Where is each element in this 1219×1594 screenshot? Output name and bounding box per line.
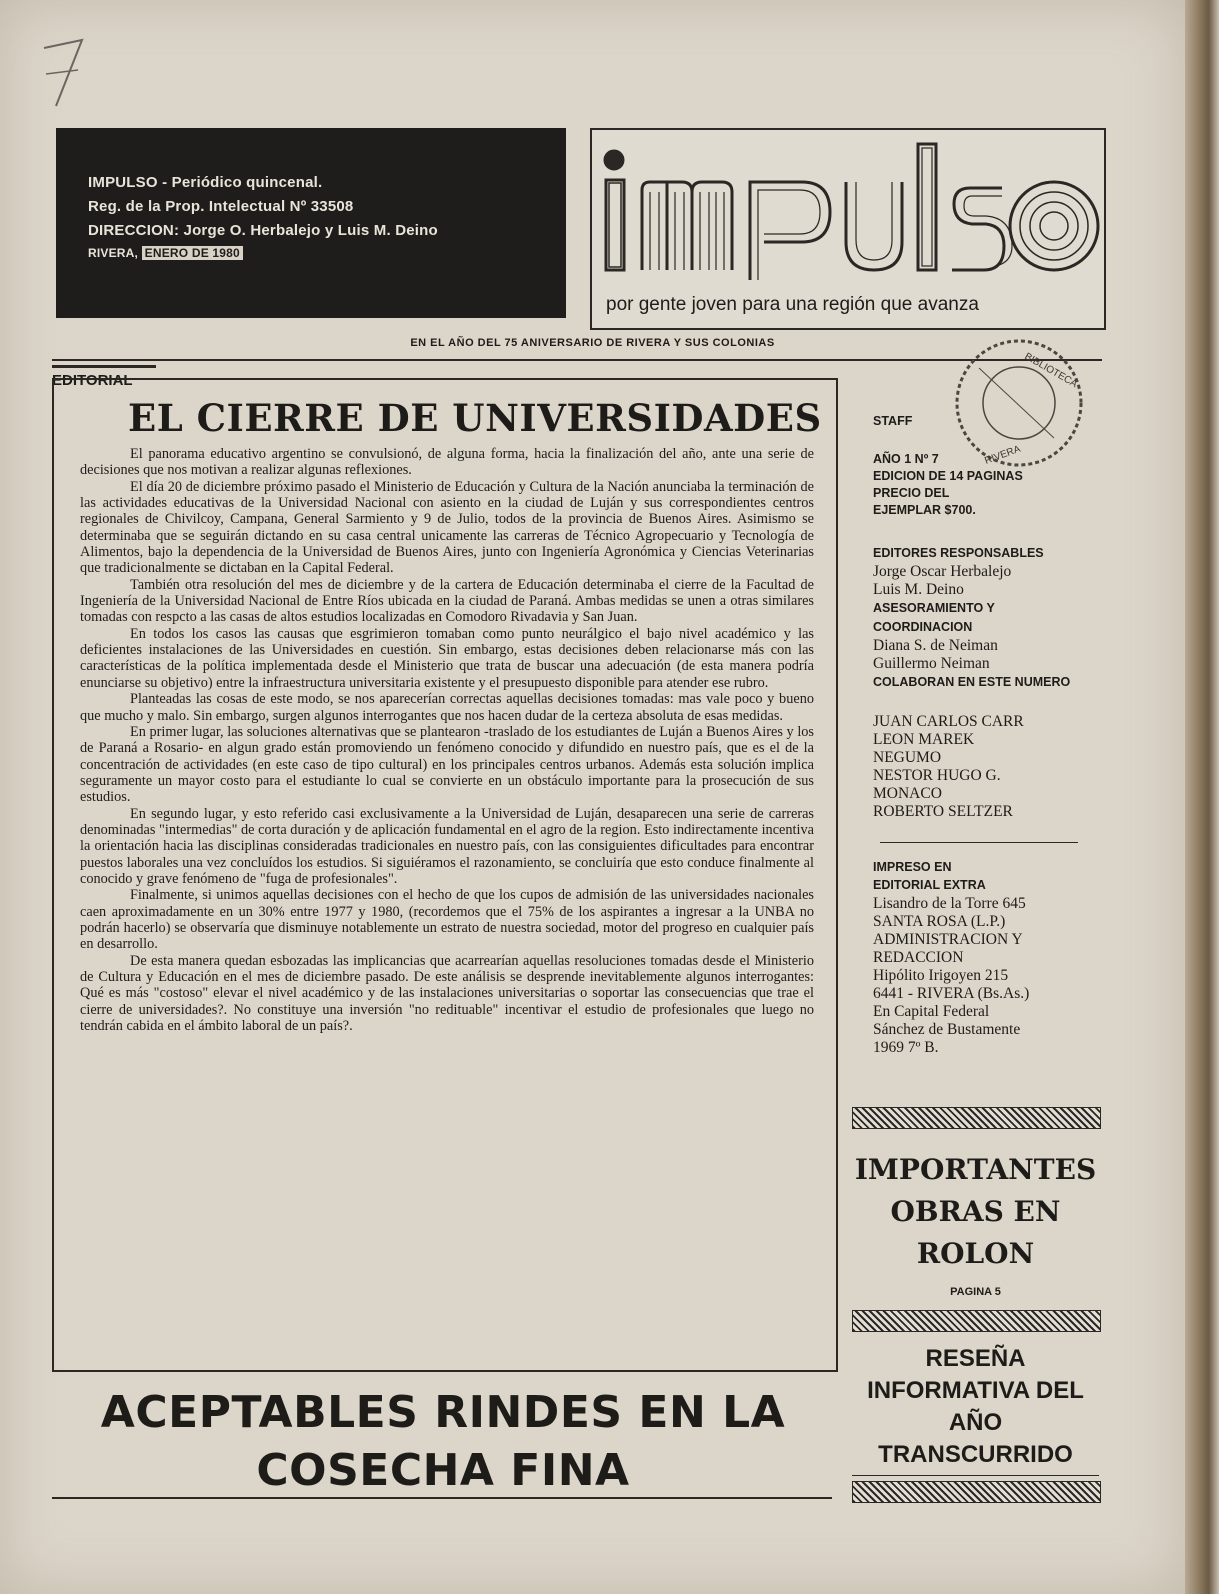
printer-line: SANTA ROSA (L.P.) xyxy=(873,913,1006,930)
printer-line: Hipólito Irigoyen 215 xyxy=(873,967,1009,984)
masthead-line-2: Reg. de la Prop. Intelectual Nº 33508 xyxy=(88,198,354,215)
editor-name: Jorge Oscar Herbalejo xyxy=(873,563,1012,580)
collab-label: COLABORAN EN ESTE NUMERO xyxy=(873,675,1071,689)
staff-divider xyxy=(880,842,1078,843)
library-stamp xyxy=(944,328,1094,478)
paragraph: El día 20 de diciembre próximo pasado el Ministerio de Educación y Cultura de la Nación anunciaba la terminación de las actividades educativas de la Universidad Nacional con asiento en la ciudad de Luján y sus correspondientes centros regionales de Chivilcoy, Campana, General Sarmiento y 9 de Julio, todos de la provincia de Buenos Aires. Asimismo se determinaba que se seguirán dictando en su casa central unicamente las carreras de Técnico Agropecuario y Tecnología de Alimentos, bajo la dependencia de la Universidad de Buenos Aires, junto con Ingeniería Agronómica y Ciencias Veterinarias que tradicionalmente se dictaban en la Capital Federal. xyxy=(80,478,814,577)
price-value: EJEMPLAR $700. xyxy=(873,503,976,517)
paragraph: De esta manera quedan esbozadas las implicancias que acarrearían aquellas resoluciones tomadas desde el Ministerio de Cultura y Educación en el mes de diciembre pasado. De este análisis se desprende inevitablemente algunos interrogantes: Qué es más "costoso" elevar el nivel académico y de las instalaciones universitarias o soportar las consecuencias que trae el cierre de universidades?. No constituye una inversión "no redituable" incentivar el estudio de profesionales que luego no tendrán cabida en el ámbito laboral de un país?. xyxy=(80,952,814,1035)
paragraph: En todos los casos las causas que esgrimieron tomaban como punto neurálgico el bajo nivel académico y las deficientes instalaciones de las Universidades en cuestión. Sin embargo, estas decisiones deben relacionarse más con las características de la política implementada desde el Ministerio que trata de buscar una adecuación (de esta manera podría enunciarse su objetivo) entre la infraestructura universitaria existente y el presupuesto disponible para atender ese rubro. xyxy=(80,625,814,691)
handwritten-page-number xyxy=(38,30,98,110)
promo-page-ref: PAGINA 5 xyxy=(950,1286,1001,1298)
collaborator: LEON MAREK xyxy=(873,731,975,748)
dateline-place: RIVERA, xyxy=(88,246,139,260)
hatch-divider xyxy=(852,1481,1101,1503)
paragraph: Planteadas las cosas de este modo, se nos aparecerían correctas aquellas decisiones tomadas: mas vale poco y bueno que mucho y malo. Sin embargo, surgen algunos interrogantes que nos hacen dudar de la certeza absoluta de esas medidas. xyxy=(80,691,814,724)
printed-label: IMPRESO EN xyxy=(873,860,952,874)
promo-rule xyxy=(852,1475,1099,1476)
advisor-name: Diana S. de Neiman xyxy=(873,637,998,654)
printer-line: Sánchez de Bustamente xyxy=(873,1021,1021,1038)
issue-pages: EDICION DE 14 PAGINAS xyxy=(873,469,1023,483)
masthead-line-1: IMPULSO - Periódico quincenal. xyxy=(88,174,323,191)
slogan: por gente joven para una región que avanza xyxy=(606,294,979,315)
printer-line: Lisandro de la Torre 645 xyxy=(873,895,1026,912)
collaborator: ROBERTO SELTZER xyxy=(873,803,1013,820)
advice-label: COORDINACION xyxy=(873,620,973,634)
promo-rolon-line: IMPORTANTES xyxy=(854,1153,1097,1186)
promo-rolon-line: OBRAS EN xyxy=(890,1195,1061,1228)
hatch-divider xyxy=(852,1310,1101,1332)
dateline-date: ENERO DE 1980 xyxy=(142,246,243,260)
masthead-dateline xyxy=(88,246,243,260)
collaborator: JUAN CARLOS CARR xyxy=(873,713,1024,730)
paragraph: También otra resolución del mes de diciembre y de la cartera de Educación determinaba el cierre de la Facultad de Ingeniería de la Universidad Nacional de Entre Ríos ubicada en la ciudad de Paraná. Ambas medidas se unen a otras similares tomadas con respcto a las casas de altos estudios localizadas en Comodoro Rivadavia y San Juan. xyxy=(80,576,814,626)
bottom-rule xyxy=(52,1497,832,1499)
paragraph: Finalmente, si unimos aquellas decisiones con el hecho de que los cupos de admisión de las universidades nacionales caen aproximadamente en un 30% entre 1977 y 1980, (recordemos que el 75% de los aspirantes a ingresar a la UNBA no podrán hacerlo) se observaría que disminuye notablemente un estrato de nuestra sociedad, motor del progreso en cualquier país en desarrollo. xyxy=(80,887,814,953)
section-label: EDITORIAL xyxy=(52,365,156,389)
price-label: PRECIO DEL xyxy=(873,486,950,500)
printer-line: 1969 7º B. xyxy=(873,1039,939,1056)
staff-title: STAFF xyxy=(873,414,913,428)
promo-rolon-line: ROLON xyxy=(916,1237,1035,1270)
stamp-text-top: BIBLIOTECA xyxy=(1022,351,1080,391)
editorial-headline: EL CIERRE DE UNIVERSIDADES xyxy=(128,396,822,440)
printer-line: ADMINISTRACION Y xyxy=(873,931,1023,948)
issue-number: AÑO 1 Nº 7 xyxy=(873,452,939,466)
printer-line: REDACCION xyxy=(873,949,964,966)
collaborator: NEGUMO xyxy=(873,749,942,766)
advice-label: ASESORAMIENTO Y xyxy=(873,601,995,615)
printer-line: En Capital Federal xyxy=(873,1003,990,1020)
masthead-info-box xyxy=(56,128,566,318)
stamp-text-bottom: RIVERA xyxy=(983,443,1023,467)
paragraph: En segundo lugar, y esto referido casi exclusivamente a la Universidad de Luján, desaparecen una serie de carreras denominadas "intermedias" de corta duración y de aplicación fundamental en el agro de la region. Esto indirectamente incentiva la orientación hacia las disciplinas consideradas tradicionales en nuestro país, con las consiguientes dificultades para encontrar puestos laborales una vez concluídos los estudios. Si siguiéramos el razonamiento, se concluiría que esto conduce finalmente al conocido y grave fenómeno de "fuga de profesionales". xyxy=(80,805,814,887)
paragraph: En primer lugar, las soluciones alternativas que se plantearon -traslado de los estudiantes de Luján a Buenos Aires y los de Paraná a Rosario- en algun grado están promoviendo un fenómeno conocido y difundido en nuestro país, que es el de la concentración de actividades (en este caso de tipo cultural) en los principales centros urbanos. Además esta solución implica seguramente un mayor costo para el estudiante lo cual se convierte en un obstáculo importante para la prosecución de sus estudios. xyxy=(80,723,814,806)
promo-resena-line: AÑO xyxy=(948,1409,1003,1436)
collaborator: NESTOR HUGO G. xyxy=(873,767,1001,784)
bottom-headline-line: COSECHA FINA xyxy=(256,1445,630,1496)
impulso-logo xyxy=(592,130,1104,290)
masthead-line-3: DIRECCION: Jorge O. Herbalejo y Luis M. Deino xyxy=(88,222,438,239)
editorial-body xyxy=(80,446,814,1034)
paragraph: El panorama educativo argentino se convulsionó, de alguna forma, hacia la finalización del año, ante una serie de decisiones que nos motivan a realizar algunas reflexiones. xyxy=(80,446,814,479)
promo-resena-line: TRANSCURRIDO xyxy=(878,1441,1073,1468)
page-edge xyxy=(1185,0,1219,1594)
promo-resena-line: RESEÑA xyxy=(925,1345,1026,1372)
advisor-name: Guillermo Neiman xyxy=(873,655,990,672)
printer-line: 6441 - RIVERA (Bs.As.) xyxy=(873,985,1030,1002)
collaborator: MONACO xyxy=(873,785,942,802)
bottom-headline-line: ACEPTABLES RINDES EN LA xyxy=(100,1387,786,1438)
anniversary-banner: EN EL AÑO DEL 75 ANIVERSARIO DE RIVERA Y SUS COLONIAS xyxy=(410,337,775,349)
editor-name: Luis M. Deino xyxy=(873,581,964,598)
hatch-divider xyxy=(852,1107,1101,1129)
masthead-logo-box xyxy=(590,128,1106,330)
printed-label: EDITORIAL EXTRA xyxy=(873,878,986,892)
bottom-headline xyxy=(52,1384,834,1500)
promo-resena-line: INFORMATIVA DEL xyxy=(867,1377,1084,1404)
editors-label: EDITORES RESPONSABLES xyxy=(873,546,1044,560)
